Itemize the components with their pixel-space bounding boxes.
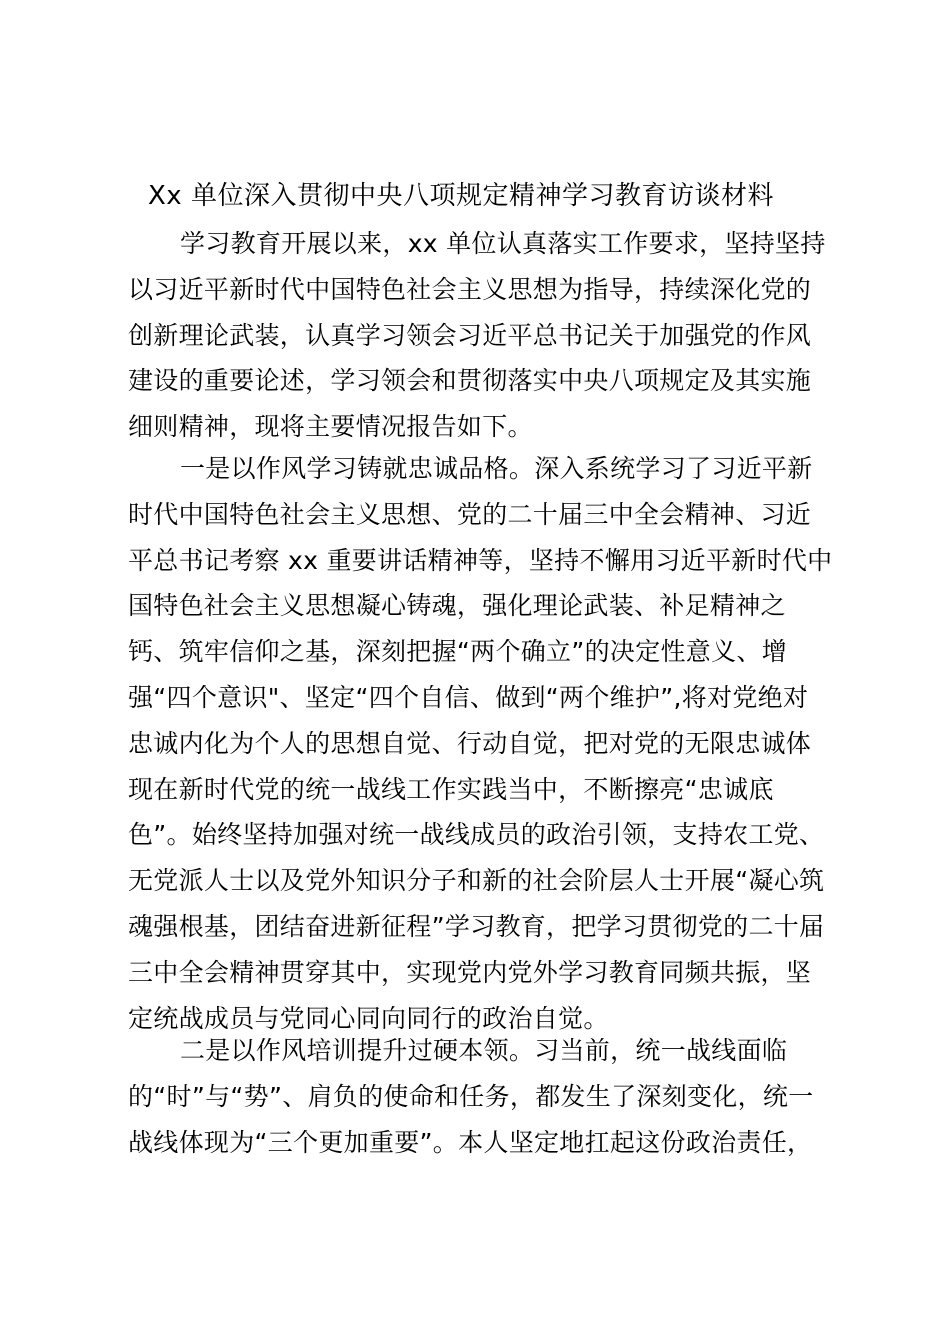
paragraph-line: 无党派人士以及党外知识分子和新的社会阶层人士开展“凝心筑 [128,866,825,896]
paragraph-3 [128,1028,838,1165]
paragraph-line: 建设的重要论述，学习领会和贯彻落实中央八项规定及其实施 [128,366,812,396]
paragraph-line: 细则精神，现将主要情况报告如下。 [128,412,533,442]
paragraph-line: 魂强根基，团结奋进新征程”学习教育，把学习贯彻党的二十届 [128,911,825,941]
paragraph-line: 现在新时代党的统一战线工作实践当中，不断擦亮“忠诚底 [128,774,774,804]
paragraph-line: 以习近平新时代中国特色社会主义思想为指导，持续深化党的 [128,274,812,304]
paragraph-line: 国特色社会主义思想凝心铸魂，强化理论武装、补足精神之 [128,591,786,621]
paragraph-line: 创新理论武装，认真学习领会习近平总书记关于加强党的作风 [128,320,812,350]
paragraph-line: 忠诚内化为个人的思想自觉、行动自觉，把对党的无限忠诚体 [128,728,812,758]
paragraph-line: 二是以作风培训提升过硬本领。习当前，统一战线面临 [180,1036,788,1065]
paragraph-line: 定统战成员与党同心同向同行的政治自觉。 [128,1003,609,1033]
paragraph-line: 一是以作风学习铸就忠诚品格。深入系统学习了习近平新 [180,454,813,483]
paragraph-line: 的“时”与“势”、肩负的使命和任务，都发生了深刻变化，统一 [128,1081,814,1111]
paragraph-line: 平总书记考察 xx 重要讲话精神等，坚持不懈用习近平新时代中 [128,545,833,575]
paragraph-2 [128,446,838,1041]
paragraph-line: 强“四个意识"、坚定“四个自信、做到“两个维护”,将对党绝对 [128,682,809,712]
paragraph-line: 学习教育开展以来，xx 单位认真落实工作要求，坚持坚持 [180,229,826,258]
paragraph-line: 战线体现为“三个更加重要”。本人坚定地扛起这份政治责任， [128,1127,813,1157]
paragraph-line: 钙、筑牢信仰之基，深刻把握“两个确立”的决定性意义、增 [128,637,788,667]
paragraph-1 [128,221,838,450]
paragraph-line: 三中全会精神贯穿其中，实现党内党外学习教育同频共振，坚 [128,957,812,987]
document-title: Xx 单位深入贯彻中央八项规定精神学习教育访谈材料 [148,181,774,211]
paragraph-line: 时代中国特色社会主义思想、党的二十届三中全会精神、习近 [128,499,812,529]
paragraph-line: 色”。始终坚持加强对统一战线成员的政治引领，支持农工党、 [128,820,825,850]
